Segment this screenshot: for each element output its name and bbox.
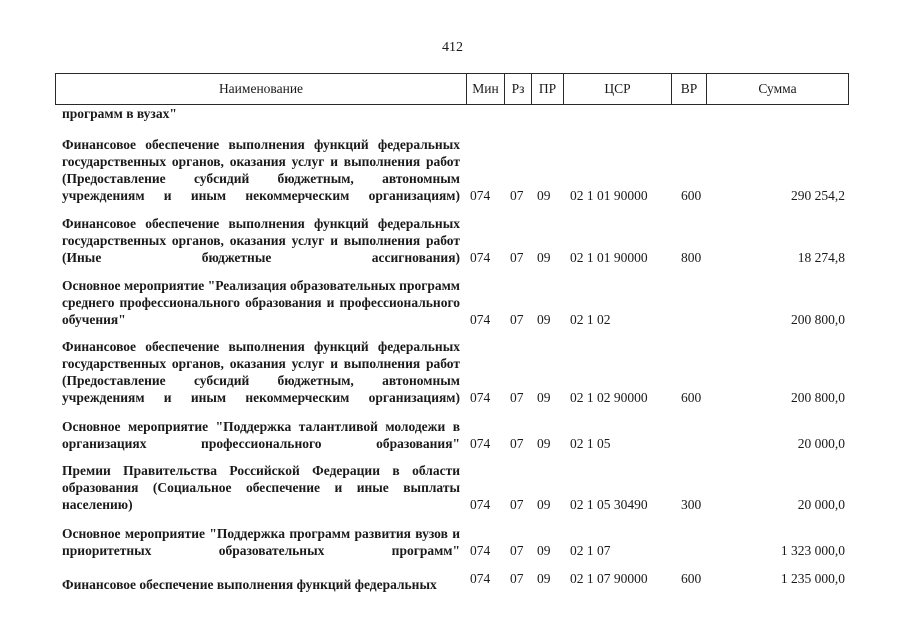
- row-csr: 02 1 01 90000: [570, 250, 648, 265]
- row-name: Основное мероприятие "Поддержка талантливой молодежи в организациях профессионального образования": [62, 419, 460, 451]
- row-name: Финансовое обеспечение выполнения функций федеральных государственных органов, оказания услуг и выполнения работ (Иные бюджетные ассигнования): [62, 216, 460, 265]
- row-name: Основное мероприятие "Реализация образовательных программ среднего профессионального образования и профессионального обучения": [62, 278, 460, 327]
- row-name: Финансовое обеспечение выполнения функций федеральных: [62, 577, 437, 592]
- row-rz: 07: [510, 390, 524, 405]
- row-vr: 600: [681, 390, 702, 405]
- row-min: 074: [470, 571, 491, 586]
- row-vr: 600: [681, 571, 702, 586]
- row-csr: 02 1 02: [570, 312, 611, 327]
- page-number: 412: [442, 40, 463, 55]
- row-pr: 09: [537, 250, 551, 265]
- row-pr: 09: [537, 188, 551, 203]
- row-pr: 09: [537, 571, 551, 586]
- row-csr: 02 1 01 90000: [570, 188, 648, 203]
- row-name: Премии Правительства Российской Федерации в области образования (Социальное обеспечение и иные выплаты населению): [62, 463, 460, 512]
- header-pr: ПР: [531, 74, 563, 104]
- row-csr: 02 1 07 90000: [570, 571, 648, 586]
- header-vr: ВР: [671, 74, 706, 104]
- row-rz: 07: [510, 571, 524, 586]
- row-rz: 07: [510, 312, 524, 327]
- row-sum: 20 000,0: [797, 436, 845, 451]
- row-sum: 1 235 000,0: [780, 571, 845, 586]
- row-pr: 09: [537, 436, 551, 451]
- row-sum: 200 800,0: [791, 390, 845, 405]
- row-csr: 02 1 07: [570, 543, 611, 558]
- row-csr: 02 1 05: [570, 436, 611, 451]
- row-vr: 800: [681, 250, 702, 265]
- table-header: [55, 73, 849, 105]
- row-sum: 20 000,0: [797, 497, 845, 512]
- row-rz: 07: [510, 188, 524, 203]
- row-name: Финансовое обеспечение выполнения функций федеральных государственных органов, оказания услуг и выполнения работ (Предоставление субсидий бюджетным, автономным учреждениям и иным некоммерческим организациям): [62, 137, 460, 203]
- row-min: 074: [470, 250, 491, 265]
- row-pr: 09: [537, 390, 551, 405]
- row-sum: 290 254,2: [791, 188, 845, 203]
- row-csr: 02 1 02 90000: [570, 390, 648, 405]
- row-rz: 07: [510, 250, 524, 265]
- row-pr: 09: [537, 497, 551, 512]
- row-pr: 09: [537, 312, 551, 327]
- row-min: 074: [470, 390, 491, 405]
- row-min: 074: [470, 497, 491, 512]
- row-min: 074: [470, 543, 491, 558]
- row-sum: 200 800,0: [791, 312, 845, 327]
- header-csr: ЦСР: [563, 74, 671, 104]
- row-sum: 18 274,8: [797, 250, 845, 265]
- continued-text: программ в вузах": [62, 106, 177, 121]
- row-min: 074: [470, 188, 491, 203]
- header-min: Мин: [466, 74, 504, 104]
- row-min: 074: [470, 312, 491, 327]
- row-name: Финансовое обеспечение выполнения функций федеральных государственных органов, оказания услуг и выполнения работ (Предоставление субсидий бюджетным, автономным учреждениям и иным некоммерческим организациям): [62, 339, 460, 405]
- header-sum: Сумма: [706, 74, 848, 104]
- row-vr: 600: [681, 188, 702, 203]
- row-csr: 02 1 05 30490: [570, 497, 648, 512]
- row-rz: 07: [510, 436, 524, 451]
- row-name: Основное мероприятие "Поддержка программ развития вузов и приоритетных образовательных программ": [62, 526, 460, 558]
- row-pr: 09: [537, 543, 551, 558]
- row-sum: 1 323 000,0: [780, 543, 845, 558]
- header-name: Наименование: [218, 81, 304, 96]
- header-rz: Рз: [504, 74, 531, 104]
- row-rz: 07: [510, 543, 524, 558]
- row-rz: 07: [510, 497, 524, 512]
- row-min: 074: [470, 436, 491, 451]
- row-vr: 300: [681, 497, 702, 512]
